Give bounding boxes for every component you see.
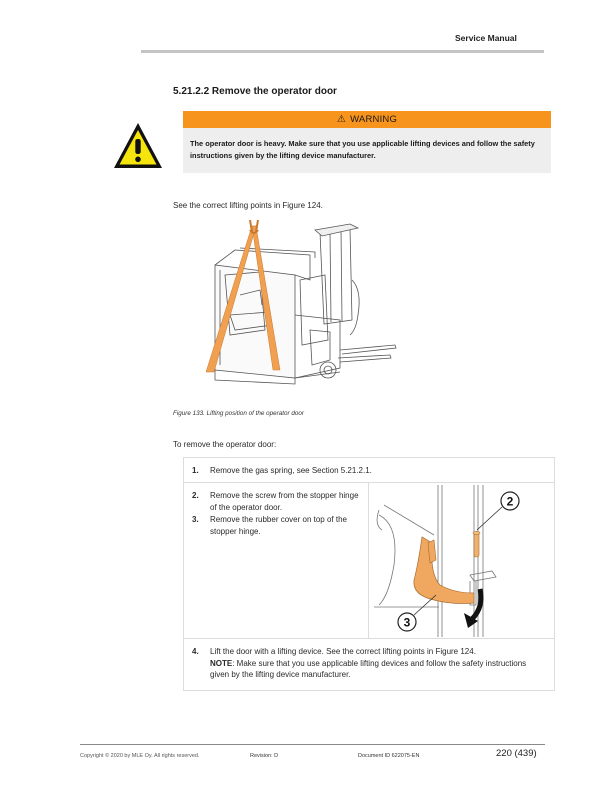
- step-number: 3.: [192, 515, 199, 524]
- warning-body: [183, 128, 551, 173]
- warning-small-icon: ⚠: [336, 114, 347, 125]
- column-divider: [368, 483, 369, 638]
- page-number: 220 (439): [496, 748, 537, 759]
- step-text: Remove the gas spring, see Section 5.21.2.1.: [210, 466, 372, 475]
- header-rule: [141, 50, 544, 53]
- step-number: 4.: [192, 647, 199, 656]
- warning-text: The operator door is heavy. Make sure that you use applicable lifting devices and follow the safety instructions given by the lifting device manufacturer.: [190, 139, 535, 160]
- warning-triangle-icon: [112, 121, 164, 171]
- step-4-text: Lift the door with a lifting device. See the correct lifting points in Figure 124.: [210, 647, 476, 656]
- footer-document-id: Document ID 622075-EN: [358, 753, 420, 759]
- step-row: [184, 458, 554, 483]
- callout-2: 2: [506, 494, 514, 509]
- forklift-lifting-figure: [200, 220, 400, 385]
- footer-revision: Revision: D: [250, 753, 279, 759]
- step-text: Remove the rubber cover on top of the stopper hinge.: [210, 515, 347, 536]
- procedure-steps-table: [183, 457, 555, 691]
- document-title: Service Manual: [455, 33, 517, 43]
- step-row: [184, 639, 554, 691]
- stopper-hinge-figure: [374, 485, 549, 637]
- callout-3: 3: [403, 615, 411, 630]
- step-text: Remove the screw from the stopper hinge of the operator door.: [210, 491, 359, 512]
- footer-copyright: Copyright © 2020 by MLE Oy. All rights reserved.: [80, 753, 200, 759]
- step-2: [192, 490, 362, 514]
- step-3: [192, 514, 362, 538]
- footer-rule: [80, 744, 545, 745]
- lifting-points-text: See the correct lifting points in Figure 124.: [173, 201, 323, 210]
- warning-banner: [183, 111, 551, 128]
- step-number: 2.: [192, 491, 199, 500]
- step-row: [184, 483, 554, 639]
- note-label: NOTE: [210, 658, 233, 668]
- figure-caption: Figure 133. Lifting position of the operator door: [173, 410, 304, 417]
- step-number: 1.: [192, 466, 199, 475]
- warning-label: WARNING: [350, 114, 398, 125]
- procedure-intro: To remove the operator door:: [173, 440, 277, 449]
- section-heading: 5.21.2.2 Remove the operator door: [173, 86, 337, 97]
- step-text: [210, 646, 545, 681]
- note-text: : Make sure that you use applicable lifting devices and follow the safety instructions given by the lifting device manufacturer.: [210, 658, 527, 679]
